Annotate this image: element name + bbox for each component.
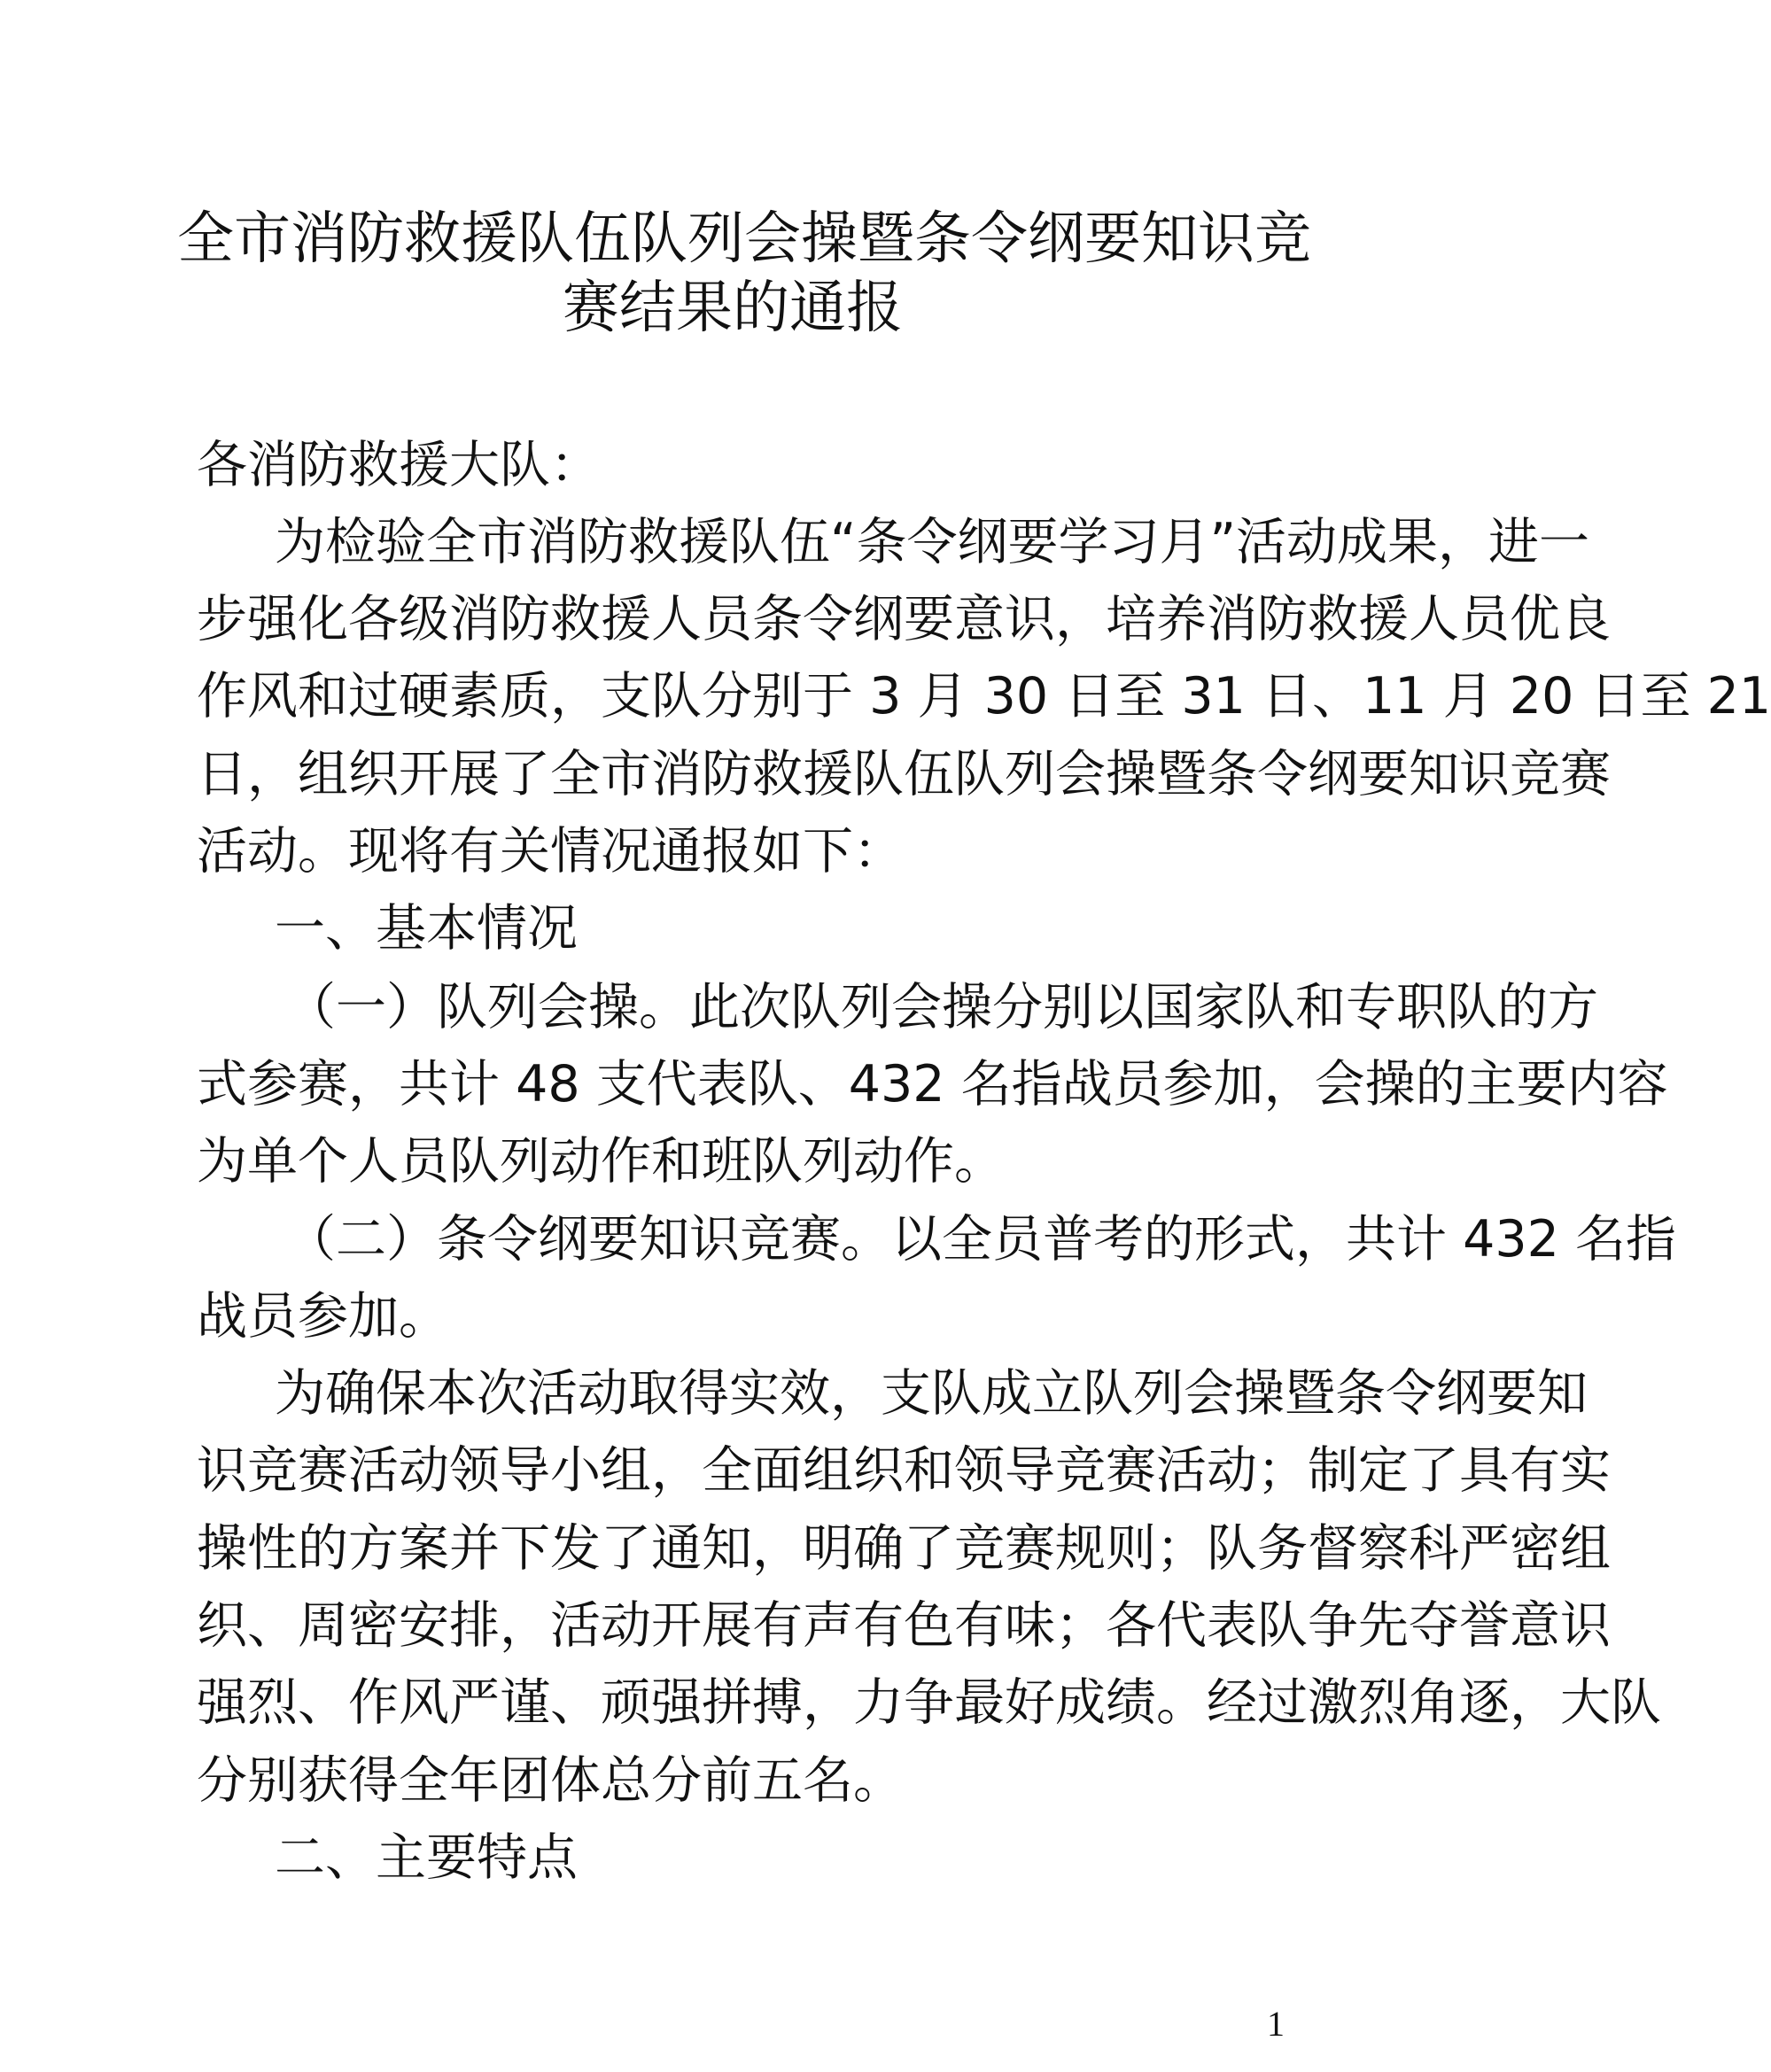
body-line: 为检验全市消防救援队伍“条令纲要学习月”活动成果，进一 — [275, 512, 1590, 571]
body-line: 强烈、作风严谨、顽强拼搏，力争最好成绩。经过激烈角逐，大队 — [197, 1673, 1661, 1733]
body-line: 分别获得全年团体总分前五名。 — [197, 1750, 904, 1810]
body-line: 作风和过硬素质，支队分别于 3 月 30 日至 31 日、11 月 20 日至 21 — [197, 667, 1771, 726]
body-line: 日，组织开展了全市消防救援队伍队列会操暨条令纲要知识竞赛 — [197, 744, 1611, 803]
body-line: 步强化各级消防救援人员条令纲要意识，培养消防救援人员优良 — [197, 590, 1611, 649]
body-line: （二）条令纲要知识竞赛。以全员普考的形式，共计 432 名指 — [285, 1209, 1677, 1269]
body-line: 为确保本次活动取得实效，支队成立队列会操暨条令纲要知 — [275, 1364, 1588, 1424]
body-line: 操性的方案并下发了通知，明确了竞赛规则；队务督察科严密组 — [197, 1518, 1611, 1578]
section-heading: 二、主要特点 — [275, 1828, 578, 1887]
salutation: 各消防救援大队： — [197, 435, 601, 494]
body-line: 式参赛，共计 48 支代表队、432 名指战员参加，会操的主要内容 — [197, 1054, 1668, 1114]
section-heading: 一、基本情况 — [275, 899, 578, 958]
body-line: 识竞赛活动领导小组，全面组织和领导竞赛活动；制定了具有实 — [197, 1441, 1611, 1501]
body-line: 活动。现将有关情况通报如下： — [197, 822, 904, 881]
page-number: 1 — [1267, 2004, 1285, 2044]
document-title-line-1: 全市消防救援队伍队列会操暨条令纲要知识竞 — [177, 206, 1311, 272]
body-line: 战员参加。 — [197, 1286, 449, 1346]
body-line: 为单个人员队列动作和班队列动作。 — [197, 1132, 1005, 1191]
body-line: 织、周密安排，活动开展有声有色有味；各代表队争先夺誉意识 — [197, 1596, 1611, 1655]
body-line: （一）队列会操。此次队列会操分别以国家队和专职队的方 — [285, 977, 1598, 1036]
document-title-line-2: 赛结果的通报 — [563, 275, 903, 341]
